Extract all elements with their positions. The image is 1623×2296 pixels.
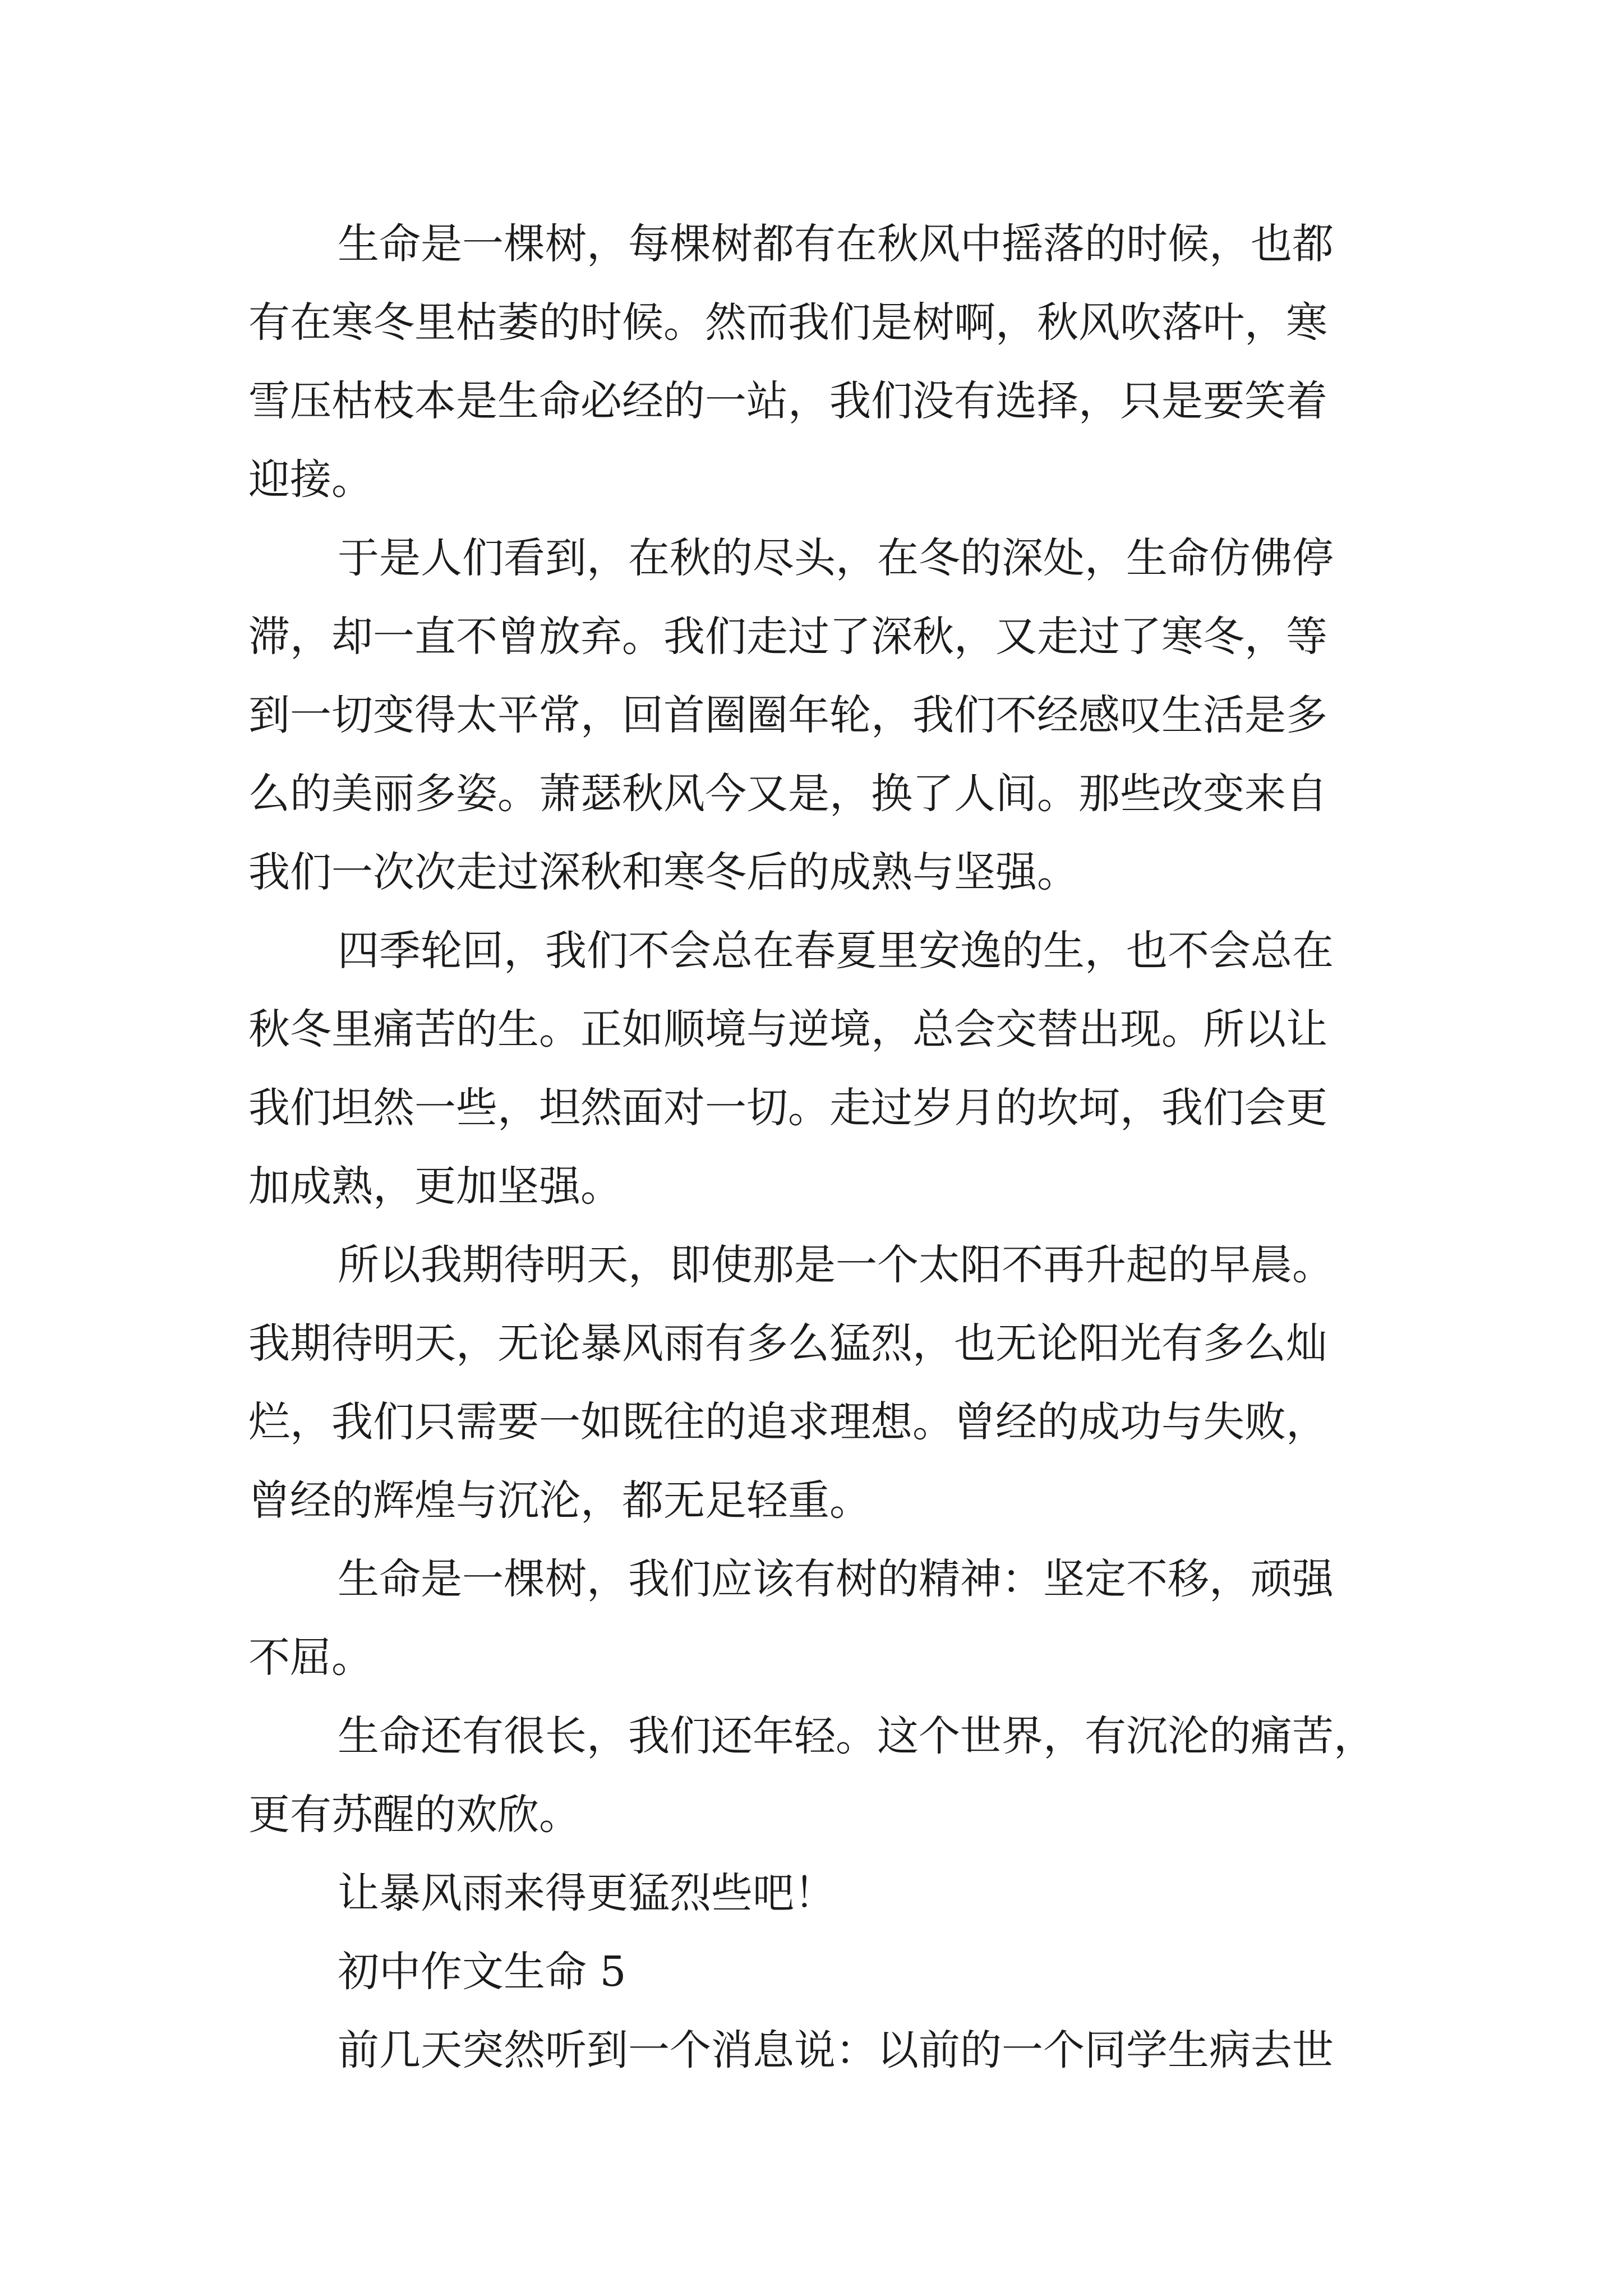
paragraph-3-line-4: 加成熟，更加坚强。 [248,1162,622,1211]
paragraph-8-line-1: 前几天突然听到一个消息说：以前的一个同学生病去世 [338,2026,1334,2074]
paragraph-3-line-1: 四季轮回，我们不会总在春夏里安逸的生，也不会总在 [338,927,1334,975]
paragraph-5-line-2: 不屈。 [248,1634,373,1682]
paragraph-5-line-1: 生命是一棵树，我们应该有树的精神：坚定不移，顽强 [338,1555,1334,1603]
paragraph-1-line-2: 有在寒冬里枯萎的时候。然而我们是树啊，秋风吹落叶，寒 [248,298,1327,347]
paragraph-2-line-1: 于是人们看到，在秋的尽头，在冬的深处，生命仿佛停 [338,534,1334,582]
paragraph-2-line-4: 么的美丽多姿。萧瑟秋风今又是，换了人间。那些改变来自 [248,770,1327,818]
paragraph-1-line-3: 雪压枯枝本是生命必经的一站，我们没有选择，只是要笑着 [248,377,1327,425]
paragraph-4-line-2: 我期待明天，无论暴风雨有多么猛烈，也无论阳光有多么灿 [248,1319,1327,1368]
paragraph-4-line-3: 烂，我们只需要一如既往的追求理想。曾经的成功与失败， [248,1398,1327,1446]
paragraph-4-line-4: 曾经的辉煌与沉沦，都无足轻重。 [248,1476,871,1525]
paragraph-4-line-1: 所以我期待明天，即使那是一个太阳不再升起的早晨。 [338,1241,1334,1289]
paragraph-1-line-1: 生命是一棵树，每棵树都有在秋风中摇落的时候，也都 [338,220,1334,268]
paragraph-7-line-1: 让暴风雨来得更猛烈些吧！ [338,1869,836,1917]
paragraph-6-line-2: 更有苏醒的欢欣。 [248,1791,580,1839]
section-heading: 初中作文生命 5 [338,1948,626,1996]
paragraph-6-line-1: 生命还有很长，我们还年轻。这个世界，有沉沦的痛苦， [338,1712,1375,1760]
paragraph-2-line-3: 到一切变得太平常，回首圈圈年轮，我们不经感叹生活是多 [248,691,1327,739]
paragraph-2-line-2: 滞，却一直不曾放弃。我们走过了深秋，又走过了寒冬，等 [248,613,1327,661]
paragraph-1-line-4: 迎接。 [248,455,373,504]
paragraph-3-line-3: 我们坦然一些，坦然面对一切。走过岁月的坎坷，我们会更 [248,1084,1327,1132]
paragraph-2-line-5: 我们一次次走过深秋和寒冬后的成熟与坚强。 [248,848,1078,896]
paragraph-3-line-2: 秋冬里痛苦的生。正如顺境与逆境，总会交替出现。所以让 [248,1005,1327,1053]
